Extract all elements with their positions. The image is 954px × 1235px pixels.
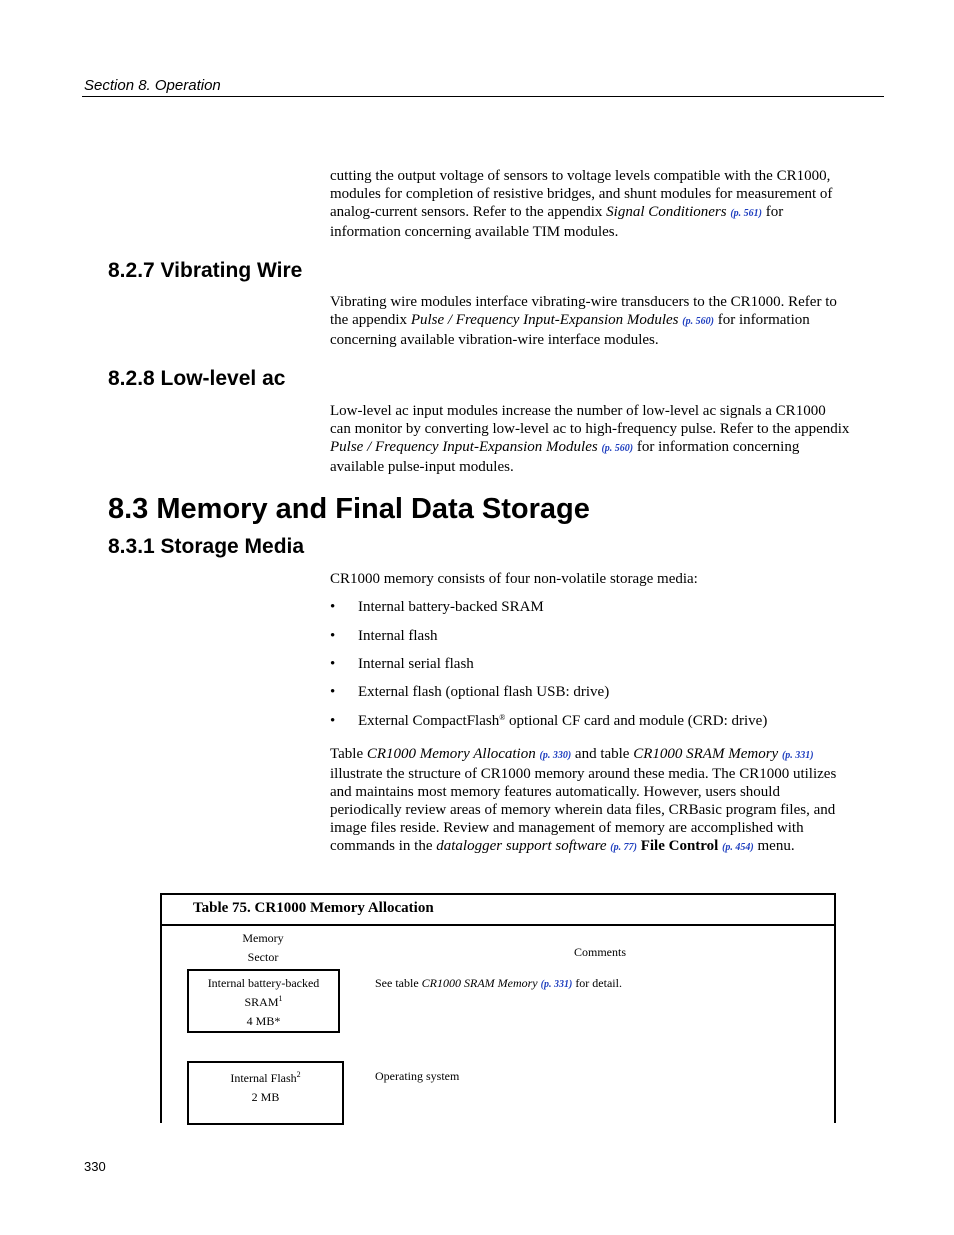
low-level-ac-link-title[interactable]: Pulse / Frequency Input-Expansion Modules — [330, 439, 598, 455]
flash-comment: Operating system — [375, 1069, 460, 1083]
support-software-link[interactable]: datalogger support software — [436, 838, 607, 854]
intro-paragraph — [330, 167, 850, 241]
sram-comment — [375, 974, 622, 994]
heading-low-level-ac: 8.2.8 Low-level ac — [108, 367, 286, 390]
sram-comment-page-ref[interactable]: (p. 331) — [540, 979, 573, 990]
bullet-icon: • — [330, 628, 336, 644]
low-level-ac-text: Low-level ac input modules increase the number of low-level ac signals a CR1000 can monitor by converting low-level ac to high-frequency pulse. Refer to the appendix — [330, 403, 850, 437]
vibrating-wire-page-ref[interactable]: (p. 560) — [682, 316, 714, 327]
bullet-icon: • — [330, 713, 336, 729]
storage-media-intro: CR1000 memory consists of four non-volatile storage media: — [330, 571, 698, 587]
page-ref-454[interactable]: (p. 454) — [722, 842, 754, 853]
heading-storage-media: 8.3.1 Storage Media — [108, 535, 305, 558]
para-text: menu. — [753, 838, 795, 854]
page-ref-331[interactable]: (p. 331) — [781, 750, 814, 761]
footnote-1: 1 — [278, 994, 283, 1003]
file-control-label[interactable]: File Control — [640, 838, 719, 854]
sram-text: SRAM — [244, 995, 279, 1009]
vibrating-wire-text-end: for information concerning available vibration-wire interface modules. — [330, 312, 810, 348]
bullet-text: External flash (optional flash USB: drive) — [358, 684, 610, 700]
intro-page-ref[interactable]: (p. 561) — [730, 208, 763, 219]
bullet-text: Internal flash — [358, 628, 438, 644]
heading-vibrating-wire: 8.2.7 Vibrating Wire — [108, 259, 303, 282]
vibrating-wire-text: Vibrating wire modules interface vibrating-wire transducers to the CR1000. Refer to the appendix — [330, 294, 837, 328]
bullet-text — [358, 712, 767, 730]
intro-text-end: for information concerning available TIM modules. — [330, 204, 784, 240]
header-rule — [82, 96, 884, 97]
sram-size: 4 MB* — [246, 1014, 281, 1028]
sram-comment-text: See table — [375, 976, 422, 990]
sram-label: Internal battery-backed — [207, 976, 320, 990]
sram-comment-text-end: for detail. — [572, 976, 622, 990]
low-level-ac-paragraph — [330, 402, 850, 476]
memory-structure-paragraph — [330, 745, 846, 857]
para-text: Table — [330, 746, 367, 762]
registered-mark: ® — [499, 713, 506, 722]
column-header-sector — [188, 929, 338, 967]
column-header-comments: Comments — [573, 945, 626, 959]
sram-comment-link[interactable]: CR1000 SRAM Memory — [421, 976, 538, 990]
sram-memory-link[interactable]: CR1000 SRAM Memory — [633, 746, 779, 762]
para-text: illustrate the structure of CR1000 memory around these media. The CR1000 utilizes and maintains most memory features automatically. However, users should periodically review areas of memory wherein data files, CRBasic program files, and image files reside. Review and management of memory are accomplished with commands in the — [330, 766, 837, 854]
flash-text: Internal Flash — [230, 1071, 297, 1085]
page-number: 330 — [84, 1159, 106, 1174]
sram-sector-box — [187, 969, 340, 1033]
vibrating-wire-link-title[interactable]: Pulse / Frequency Input-Expansion Modules — [410, 312, 679, 328]
flash-sector-box — [187, 1061, 344, 1125]
table-title: Table 75. CR1000 Memory Allocation — [193, 900, 434, 916]
bullet-icon: • — [330, 656, 336, 672]
column-header-sector-line1: Memory — [242, 931, 284, 945]
low-level-ac-page-ref[interactable]: (p. 560) — [601, 443, 634, 454]
para-text: and table — [571, 746, 634, 762]
bullet-icon: • — [330, 599, 336, 615]
low-level-ac-text-end: for information concerning available pulse-input modules. — [330, 439, 800, 475]
intro-link-title[interactable]: Signal Conditioners — [606, 204, 727, 220]
intro-text: cutting the output voltage of sensors to voltage levels compatible with the CR1000, modules for completion of resistive bridges, and shunt modules for measurement of analog-current sensors. Refer to the appendix — [330, 168, 833, 220]
page-ref-77[interactable]: (p. 77) — [610, 842, 637, 853]
column-header-sector-line2: Sector — [247, 950, 279, 964]
page-ref-330[interactable]: (p. 330) — [539, 750, 572, 761]
bullet-cf-text-a: External CompactFlash — [358, 713, 500, 729]
memory-allocation-link[interactable]: CR1000 Memory Allocation — [366, 746, 536, 762]
bullet-icon: • — [330, 684, 336, 700]
table-title-rule — [160, 924, 834, 926]
heading-memory-storage: 8.3 Memory and Final Data Storage — [108, 493, 590, 525]
bullet-text: Internal serial flash — [358, 656, 474, 672]
flash-size: 2 MB — [251, 1090, 280, 1104]
running-header: Section 8. Operation — [84, 77, 221, 94]
footnote-2: 2 — [296, 1070, 301, 1079]
sram-label-2 — [189, 993, 338, 1012]
bullet-cf-text-b: optional CF card and module (CRD: drive) — [505, 713, 768, 729]
vibrating-wire-paragraph — [330, 293, 850, 349]
bullet-text: Internal battery-backed SRAM — [358, 599, 544, 615]
flash-label — [189, 1069, 342, 1088]
